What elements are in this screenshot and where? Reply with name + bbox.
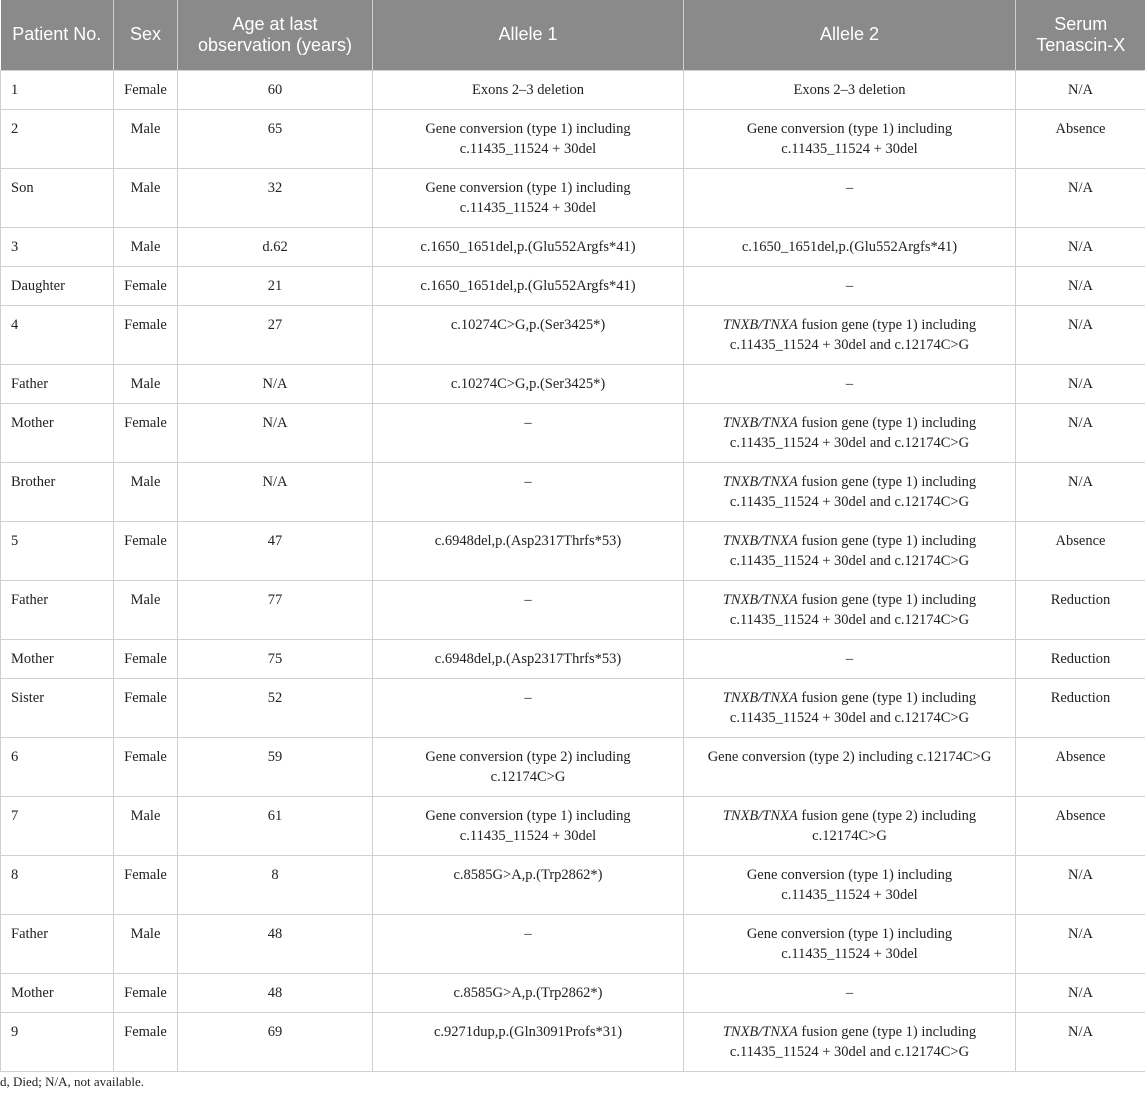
cell-serum-tenascin-x: N/A xyxy=(1016,266,1145,305)
cell-allele-1 xyxy=(373,109,684,168)
cell-age: 65 xyxy=(178,109,373,168)
cell-sex: Male xyxy=(114,462,178,521)
cell-allele-1 xyxy=(373,973,684,1012)
allele-1-line-1 xyxy=(381,315,675,335)
cell-allele-2 xyxy=(684,973,1016,1012)
allele-2-line-2: c.11435_11524 + 30del and c.12174C>G xyxy=(729,552,970,569)
allele-text: Gene conversion (type 1) including xyxy=(425,120,631,137)
cell-allele-2 xyxy=(684,580,1016,639)
table-row xyxy=(1,364,1145,403)
cell-serum-tenascin-x: Reduction xyxy=(1016,678,1145,737)
cell-allele-2 xyxy=(684,462,1016,521)
cell-allele-2 xyxy=(684,521,1016,580)
cell-allele-1 xyxy=(373,639,684,678)
allele-2-line-2: c.11435_11524 + 30del and c.12174C>G xyxy=(729,336,970,353)
cell-serum-tenascin-x: N/A xyxy=(1016,403,1145,462)
allele-2-line-1 xyxy=(692,237,1007,257)
allele-text: Exons 2–3 deletion xyxy=(793,81,906,98)
allele-text: – xyxy=(524,591,532,608)
gene-name: TNXB/TNXA xyxy=(722,473,798,490)
cell-allele-1 xyxy=(373,796,684,855)
allele-2-line-1 xyxy=(692,1022,1007,1042)
header-allele-1: Allele 1 xyxy=(373,0,684,70)
header-age: Age at last observation (years) xyxy=(178,0,373,70)
allele-text: c.1650_1651del,p.(Glu552Argfs*41) xyxy=(741,238,958,255)
cell-patient-no: Son xyxy=(1,168,114,227)
cell-allele-1 xyxy=(373,305,684,364)
cell-sex: Female xyxy=(114,521,178,580)
table-body xyxy=(1,70,1145,1071)
cell-serum-tenascin-x: N/A xyxy=(1016,855,1145,914)
cell-patient-no: 4 xyxy=(1,305,114,364)
cell-sex: Female xyxy=(114,266,178,305)
cell-age: 47 xyxy=(178,521,373,580)
allele-2-line-1 xyxy=(692,983,1007,1003)
cell-patient-no: 1 xyxy=(1,70,114,109)
gene-name: TNXB/TNXA xyxy=(722,1023,798,1040)
cell-serum-tenascin-x: N/A xyxy=(1016,1012,1145,1071)
cell-age: 61 xyxy=(178,796,373,855)
allele-1-line-1 xyxy=(381,472,675,492)
allele-2-line-1 xyxy=(692,924,1007,944)
cell-allele-2 xyxy=(684,1012,1016,1071)
allele-text: fusion gene (type 1) including xyxy=(797,591,977,608)
cell-age: N/A xyxy=(178,364,373,403)
allele-text: fusion gene (type 1) including xyxy=(797,414,977,431)
cell-patient-no: 6 xyxy=(1,737,114,796)
allele-text: c.1650_1651del,p.(Glu552Argfs*41) xyxy=(420,238,636,255)
table-row xyxy=(1,305,1145,364)
allele-text: c.10274C>G,p.(Ser3425*) xyxy=(450,316,606,333)
cell-patient-no: Mother xyxy=(1,639,114,678)
table-row xyxy=(1,521,1145,580)
table-row xyxy=(1,227,1145,266)
allele-2-line-2: c.11435_11524 + 30del xyxy=(781,140,918,157)
cell-allele-1 xyxy=(373,403,684,462)
cell-allele-1 xyxy=(373,737,684,796)
allele-2-line-2: c.12174C>G xyxy=(812,827,887,844)
allele-2-line-1 xyxy=(692,119,1007,139)
cell-allele-2 xyxy=(684,227,1016,266)
table-row xyxy=(1,678,1145,737)
cell-patient-no: Mother xyxy=(1,973,114,1012)
table-row xyxy=(1,266,1145,305)
allele-2-line-1 xyxy=(692,865,1007,885)
cell-patient-no: 3 xyxy=(1,227,114,266)
cell-age: 21 xyxy=(178,266,373,305)
allele-text: – xyxy=(524,925,532,942)
cell-serum-tenascin-x: Reduction xyxy=(1016,639,1145,678)
allele-text: – xyxy=(845,650,854,667)
cell-allele-2 xyxy=(684,70,1016,109)
cell-serum-tenascin-x: N/A xyxy=(1016,914,1145,973)
cell-serum-tenascin-x: Absence xyxy=(1016,109,1145,168)
allele-1-line-1 xyxy=(381,688,675,708)
allele-2-line-1 xyxy=(692,747,1007,767)
table-row xyxy=(1,1012,1145,1071)
table-footnote: d, Died; N/A, not available. xyxy=(0,1074,145,1089)
table-row xyxy=(1,168,1145,227)
allele-text: – xyxy=(845,984,854,1001)
allele-1-line-1 xyxy=(381,1022,675,1042)
allele-1-line-1 xyxy=(381,865,675,885)
allele-text: c.6948del,p.(Asp2317Thrfs*53) xyxy=(434,650,622,667)
allele-2-line-1 xyxy=(692,178,1007,198)
cell-patient-no: Sister xyxy=(1,678,114,737)
gene-name: TNXB/TNXA xyxy=(722,591,798,608)
cell-sex: Female xyxy=(114,70,178,109)
header-serum-tenascin-x: Serum Tenascin-X xyxy=(1016,0,1145,70)
cell-allele-1 xyxy=(373,855,684,914)
cell-sex: Male xyxy=(114,168,178,227)
cell-allele-2 xyxy=(684,855,1016,914)
cell-serum-tenascin-x: Reduction xyxy=(1016,580,1145,639)
allele-text: – xyxy=(845,179,854,196)
cell-allele-1 xyxy=(373,227,684,266)
allele-text: Gene conversion (type 2) including c.12174C>G xyxy=(707,748,992,765)
gene-name: TNXB/TNXA xyxy=(722,689,798,706)
allele-1-line-2: c.12174C>G xyxy=(490,768,566,785)
cell-sex: Female xyxy=(114,737,178,796)
cell-age: N/A xyxy=(178,462,373,521)
allele-2-line-1 xyxy=(692,806,1007,826)
gene-name: TNXB/TNXA xyxy=(722,414,798,431)
cell-age: N/A xyxy=(178,403,373,462)
allele-text: c.6948del,p.(Asp2317Thrfs*53) xyxy=(434,532,622,549)
cell-allele-1 xyxy=(373,521,684,580)
cell-allele-2 xyxy=(684,403,1016,462)
allele-1-line-1 xyxy=(381,649,675,669)
cell-allele-2 xyxy=(684,639,1016,678)
cell-age: 59 xyxy=(178,737,373,796)
cell-patient-no: Mother xyxy=(1,403,114,462)
table-row xyxy=(1,639,1145,678)
cell-allele-2 xyxy=(684,914,1016,973)
gene-name: TNXB/TNXA xyxy=(722,532,798,549)
allele-1-line-1 xyxy=(381,747,675,767)
allele-text: – xyxy=(524,689,532,706)
allele-text: c.8585G>A,p.(Trp2862*) xyxy=(453,984,603,1001)
allele-2-line-2: c.11435_11524 + 30del xyxy=(781,945,918,962)
cell-sex: Male xyxy=(114,227,178,266)
allele-1-line-1 xyxy=(381,119,675,139)
cell-serum-tenascin-x: N/A xyxy=(1016,973,1145,1012)
cell-serum-tenascin-x: Absence xyxy=(1016,796,1145,855)
allele-text: – xyxy=(845,375,854,392)
cell-allele-1 xyxy=(373,580,684,639)
cell-allele-1 xyxy=(373,1012,684,1071)
header-sex: Sex xyxy=(114,0,178,70)
cell-serum-tenascin-x: N/A xyxy=(1016,227,1145,266)
cell-patient-no: 2 xyxy=(1,109,114,168)
cell-serum-tenascin-x: N/A xyxy=(1016,462,1145,521)
table-row xyxy=(1,914,1145,973)
cell-sex: Female xyxy=(114,639,178,678)
table-header xyxy=(1,0,1145,70)
cell-serum-tenascin-x: Absence xyxy=(1016,737,1145,796)
cell-sex: Male xyxy=(114,580,178,639)
allele-2-line-1 xyxy=(692,315,1007,335)
allele-text: Gene conversion (type 2) including xyxy=(425,748,631,765)
cell-serum-tenascin-x: N/A xyxy=(1016,364,1145,403)
cell-allele-1 xyxy=(373,364,684,403)
allele-2-line-1 xyxy=(692,688,1007,708)
cell-patient-no: 8 xyxy=(1,855,114,914)
allele-1-line-2: c.11435_11524 + 30del xyxy=(459,140,597,157)
cell-allele-2 xyxy=(684,305,1016,364)
allele-2-line-1 xyxy=(692,374,1007,394)
cell-age: 8 xyxy=(178,855,373,914)
cell-allele-1 xyxy=(373,266,684,305)
allele-text: c.8585G>A,p.(Trp2862*) xyxy=(453,866,603,883)
allele-1-line-1 xyxy=(381,806,675,826)
cell-sex: Female xyxy=(114,305,178,364)
cell-sex: Male xyxy=(114,364,178,403)
header-patient-no: Patient No. xyxy=(1,0,114,70)
cell-sex: Male xyxy=(114,109,178,168)
allele-text: fusion gene (type 2) including xyxy=(797,807,977,824)
allele-1-line-2: c.11435_11524 + 30del xyxy=(459,199,597,216)
cell-allele-1 xyxy=(373,914,684,973)
table-row xyxy=(1,855,1145,914)
cell-age: 52 xyxy=(178,678,373,737)
allele-text: Gene conversion (type 1) including xyxy=(746,866,953,883)
cell-serum-tenascin-x: N/A xyxy=(1016,305,1145,364)
cell-patient-no: Brother xyxy=(1,462,114,521)
allele-text: – xyxy=(524,473,532,490)
table-row xyxy=(1,70,1145,109)
allele-text: Gene conversion (type 1) including xyxy=(425,179,631,196)
allele-2-line-2: c.11435_11524 + 30del and c.12174C>G xyxy=(729,1043,970,1060)
allele-2-line-1 xyxy=(692,276,1007,296)
allele-text: fusion gene (type 1) including xyxy=(797,689,977,706)
allele-1-line-1 xyxy=(381,531,675,551)
gene-name: TNXB/TNXA xyxy=(722,316,798,333)
cell-age: 32 xyxy=(178,168,373,227)
cell-allele-2 xyxy=(684,364,1016,403)
allele-2-line-1 xyxy=(692,590,1007,610)
allele-2-line-2: c.11435_11524 + 30del and c.12174C>G xyxy=(729,434,970,451)
cell-allele-1 xyxy=(373,168,684,227)
allele-text: fusion gene (type 1) including xyxy=(797,532,977,549)
cell-allele-2 xyxy=(684,168,1016,227)
cell-age: 48 xyxy=(178,973,373,1012)
cell-patient-no: 5 xyxy=(1,521,114,580)
allele-text: Gene conversion (type 1) including xyxy=(746,120,953,137)
allele-2-line-2: c.11435_11524 + 30del xyxy=(781,886,918,903)
cell-allele-2 xyxy=(684,678,1016,737)
allele-text: fusion gene (type 1) including xyxy=(797,316,977,333)
cell-sex: Male xyxy=(114,914,178,973)
allele-2-line-2: c.11435_11524 + 30del and c.12174C>G xyxy=(729,709,970,726)
cell-age: 69 xyxy=(178,1012,373,1071)
allele-text: Gene conversion (type 1) including xyxy=(746,925,953,942)
cell-patient-no: Father xyxy=(1,580,114,639)
allele-1-line-1 xyxy=(381,178,675,198)
cell-age: 60 xyxy=(178,70,373,109)
allele-text: c.1650_1651del,p.(Glu552Argfs*41) xyxy=(420,277,636,294)
allele-1-line-1 xyxy=(381,80,675,100)
allele-text: fusion gene (type 1) including xyxy=(797,473,977,490)
allele-text: – xyxy=(845,277,854,294)
cell-allele-2 xyxy=(684,737,1016,796)
table-row xyxy=(1,737,1145,796)
table-row xyxy=(1,403,1145,462)
allele-text: c.10274C>G,p.(Ser3425*) xyxy=(450,375,606,392)
cell-serum-tenascin-x: Absence xyxy=(1016,521,1145,580)
cell-age: 75 xyxy=(178,639,373,678)
allele-2-line-2: c.11435_11524 + 30del and c.12174C>G xyxy=(729,611,970,628)
allele-2-line-1 xyxy=(692,531,1007,551)
table-row xyxy=(1,462,1145,521)
allele-text: c.9271dup,p.(Gln3091Profs*31) xyxy=(433,1023,623,1040)
cell-sex: Female xyxy=(114,973,178,1012)
allele-1-line-1 xyxy=(381,374,675,394)
allele-2-line-1 xyxy=(692,413,1007,433)
cell-allele-2 xyxy=(684,109,1016,168)
cell-age: 77 xyxy=(178,580,373,639)
cell-allele-1 xyxy=(373,678,684,737)
allele-2-line-1 xyxy=(692,80,1007,100)
allele-text: fusion gene (type 1) including xyxy=(797,1023,977,1040)
gene-name: TNXB/TNXA xyxy=(722,807,798,824)
allele-2-line-1 xyxy=(692,472,1007,492)
cell-allele-2 xyxy=(684,266,1016,305)
allele-2-line-2: c.11435_11524 + 30del and c.12174C>G xyxy=(729,493,970,510)
cell-age: 48 xyxy=(178,914,373,973)
allele-text: Exons 2–3 deletion xyxy=(472,81,584,98)
cell-allele-1 xyxy=(373,462,684,521)
cell-age: 27 xyxy=(178,305,373,364)
table-row xyxy=(1,796,1145,855)
cell-sex: Female xyxy=(114,855,178,914)
header-row xyxy=(1,0,1145,70)
allele-1-line-1 xyxy=(381,413,675,433)
header-allele-2: Allele 2 xyxy=(684,0,1016,70)
cell-patient-no: 9 xyxy=(1,1012,114,1071)
cell-allele-1 xyxy=(373,70,684,109)
allele-1-line-1 xyxy=(381,237,675,257)
allele-1-line-1 xyxy=(381,924,675,944)
cell-age: d.62 xyxy=(178,227,373,266)
allele-2-line-1 xyxy=(692,649,1007,669)
allele-1-line-1 xyxy=(381,276,675,296)
allele-text: – xyxy=(524,414,532,431)
cell-allele-2 xyxy=(684,796,1016,855)
cell-sex: Female xyxy=(114,678,178,737)
allele-text: Gene conversion (type 1) including xyxy=(425,807,631,824)
cell-patient-no: Daughter xyxy=(1,266,114,305)
cell-sex: Female xyxy=(114,1012,178,1071)
allele-1-line-1 xyxy=(381,590,675,610)
table-row xyxy=(1,109,1145,168)
allele-1-line-2: c.11435_11524 + 30del xyxy=(459,827,597,844)
cell-patient-no: 7 xyxy=(1,796,114,855)
cell-sex: Female xyxy=(114,403,178,462)
cell-sex: Male xyxy=(114,796,178,855)
allele-1-line-1 xyxy=(381,983,675,1003)
cell-patient-no: Father xyxy=(1,364,114,403)
cell-patient-no: Father xyxy=(1,914,114,973)
table-row xyxy=(1,973,1145,1012)
cell-serum-tenascin-x: N/A xyxy=(1016,70,1145,109)
cell-serum-tenascin-x: N/A xyxy=(1016,168,1145,227)
table-row xyxy=(1,580,1145,639)
